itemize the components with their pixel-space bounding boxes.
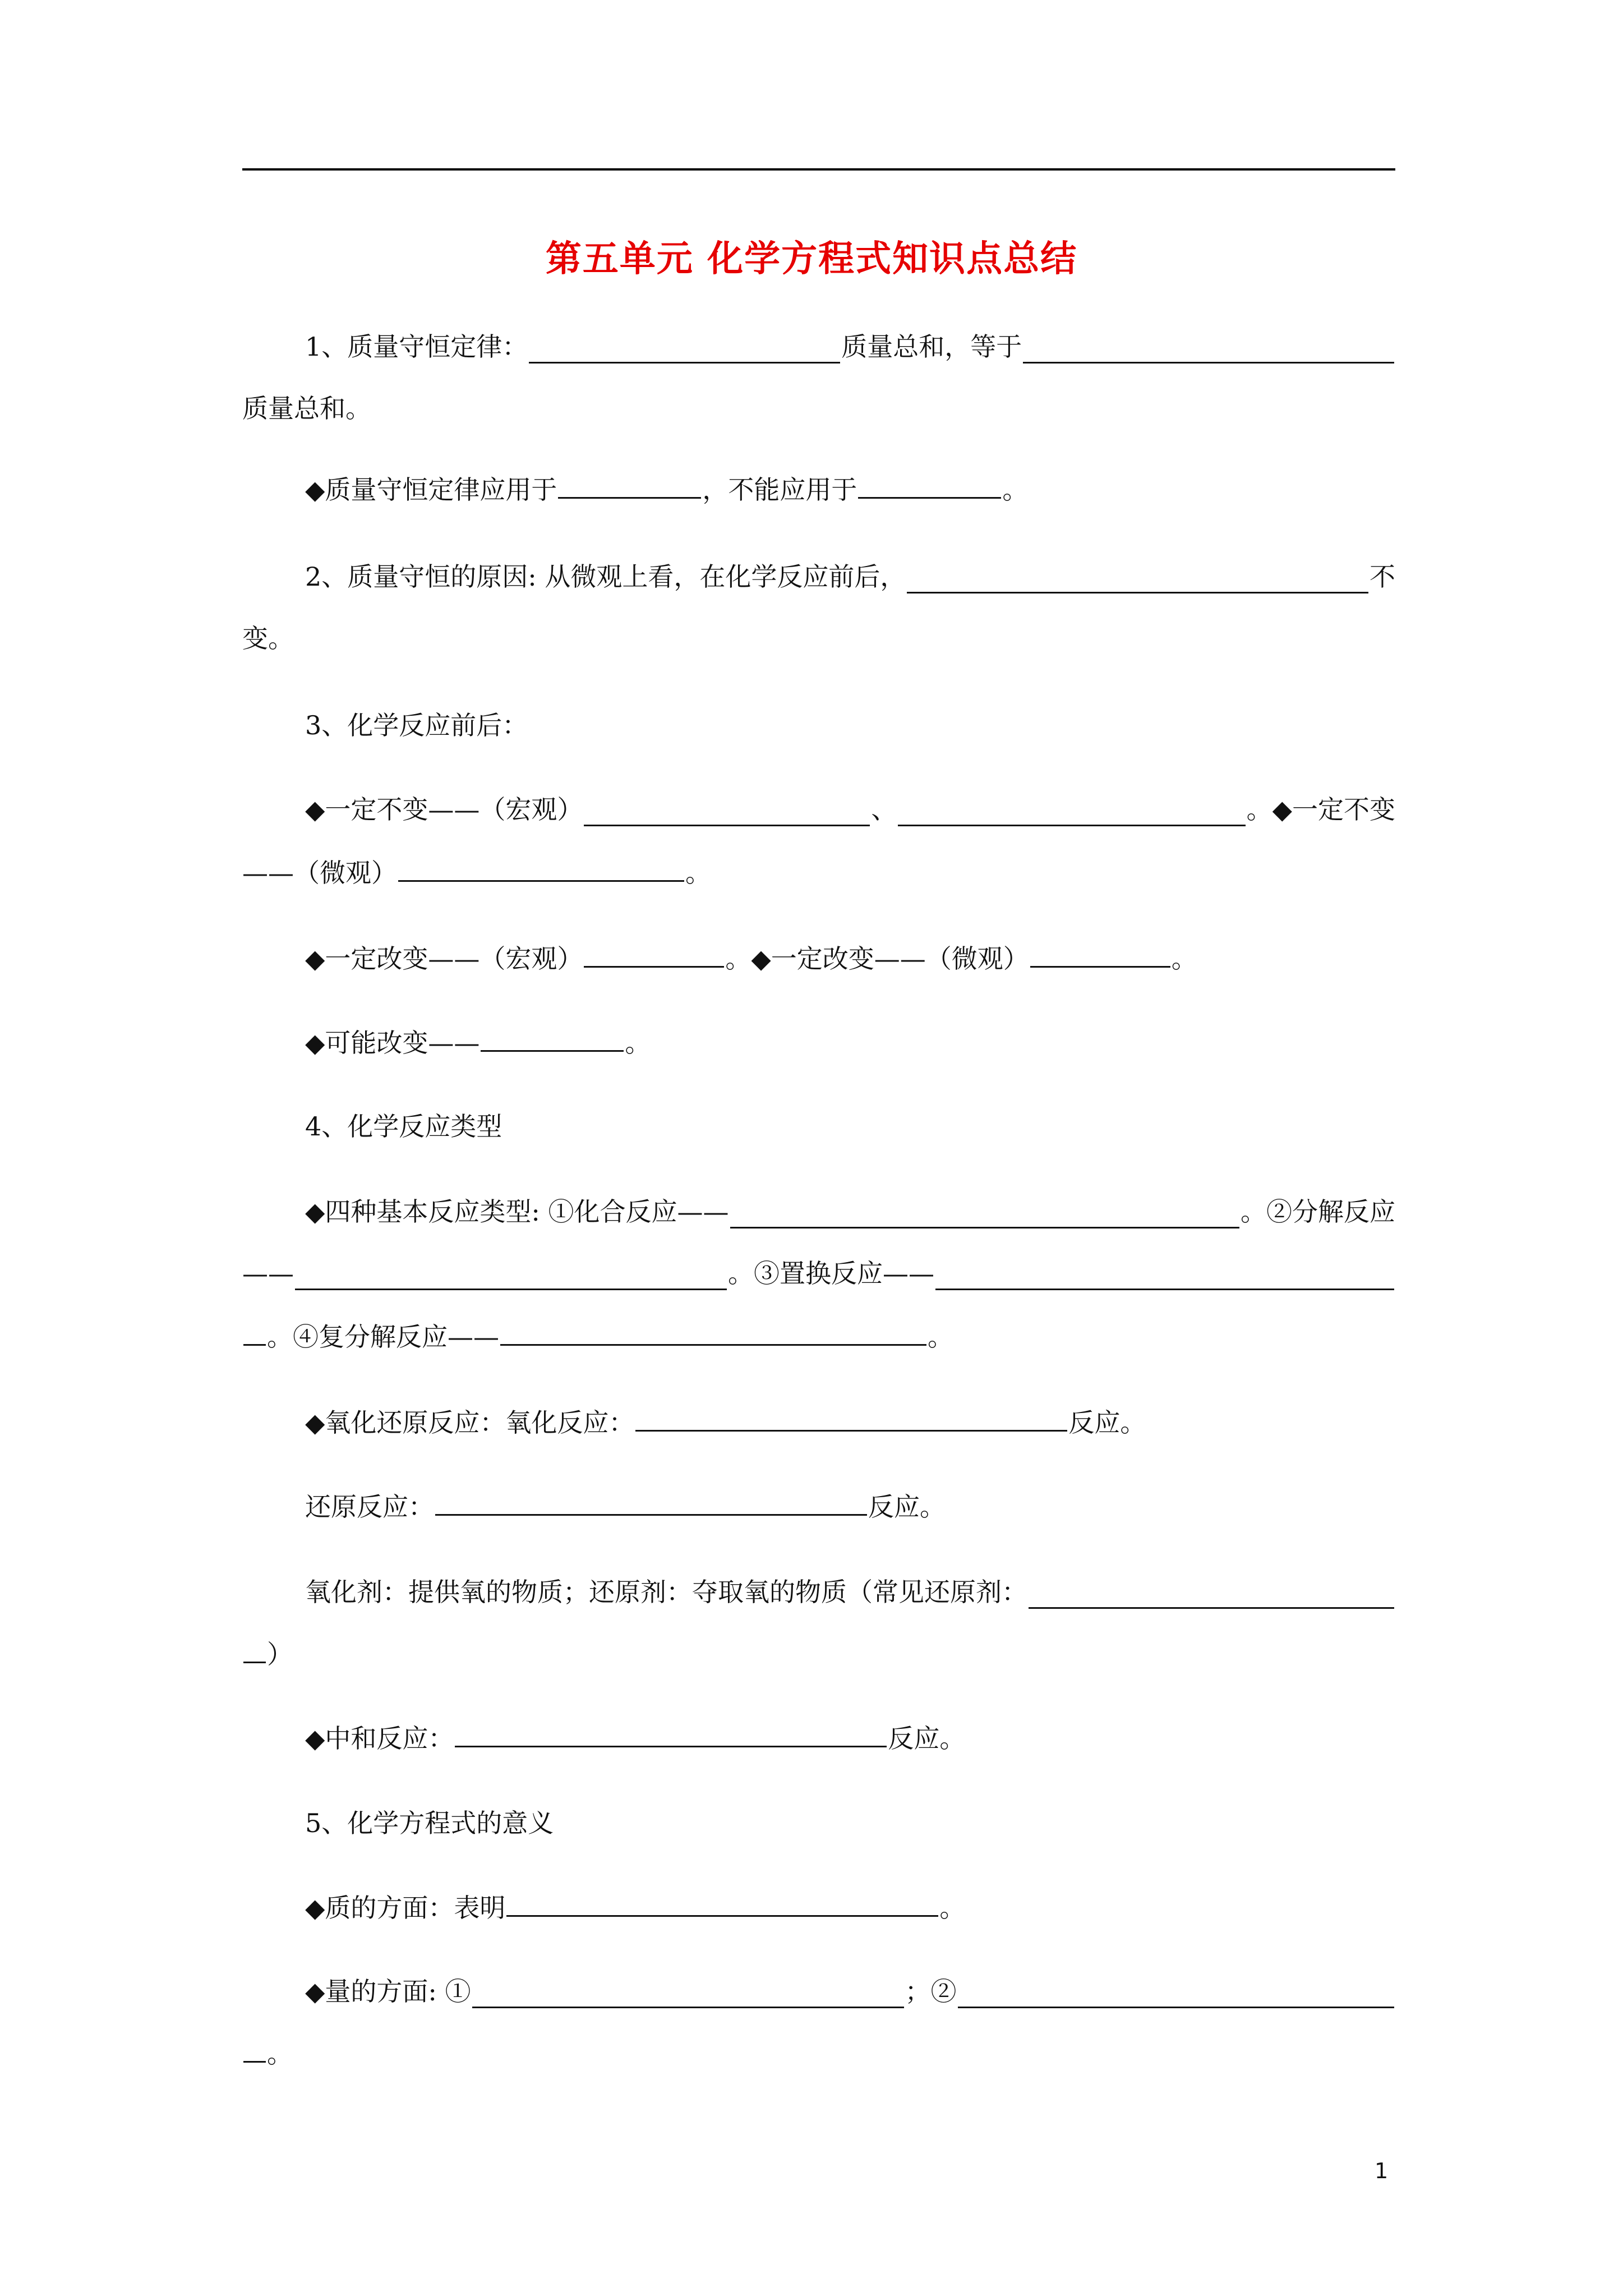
p7-text-a: ◆可能改变—— bbox=[305, 1028, 480, 1058]
blank-field[interactable] bbox=[584, 800, 870, 826]
blank-field[interactable] bbox=[529, 337, 840, 364]
p10-text-a: ◆氧化还原反应：氧化反应： bbox=[305, 1407, 635, 1438]
blank-field[interactable] bbox=[1029, 1582, 1394, 1609]
blank-field[interactable] bbox=[635, 1405, 1067, 1432]
blank-field[interactable] bbox=[435, 1489, 867, 1516]
p13-text-a: ◆中和反应： bbox=[305, 1723, 454, 1754]
p6-text-c: 。 bbox=[1171, 944, 1197, 974]
paragraph-12-line-1 bbox=[242, 1575, 1395, 1609]
paragraph-9-line-1 bbox=[242, 1195, 1395, 1228]
blank-field[interactable] bbox=[858, 472, 1001, 499]
blank-field[interactable] bbox=[907, 567, 1368, 593]
paragraph-2 bbox=[242, 472, 1395, 507]
blank-field[interactable] bbox=[243, 1319, 266, 1346]
p5-text-d: ——（微观） bbox=[242, 858, 397, 888]
blank-field[interactable] bbox=[1023, 337, 1394, 364]
p9-text-c: —— bbox=[242, 1258, 294, 1289]
p2-text-c: 。 bbox=[1002, 475, 1029, 505]
paragraph-7 bbox=[242, 1025, 1395, 1060]
blank-field[interactable] bbox=[506, 1890, 938, 1917]
p6-text-b: 。◆一定改变——（微观） bbox=[725, 944, 1029, 974]
paragraph-1-line-1 bbox=[242, 330, 1395, 364]
blank-field[interactable] bbox=[558, 472, 701, 499]
paragraph-8: 4、化学反应类型 bbox=[305, 1111, 502, 1142]
blank-field[interactable] bbox=[1030, 941, 1170, 968]
p9-text-b: 。②分解反应 bbox=[1241, 1197, 1395, 1227]
p5-text-e: 。 bbox=[685, 858, 711, 888]
paragraph-14: 5、化学方程式的意义 bbox=[305, 1808, 554, 1838]
p9-text-d: 。③置换反应—— bbox=[728, 1258, 934, 1289]
p11-text-b: 反应。 bbox=[868, 1492, 946, 1522]
paragraph-9-line-2 bbox=[242, 1257, 1395, 1290]
paragraph-15 bbox=[242, 1890, 1395, 1925]
blank-field[interactable] bbox=[481, 1025, 624, 1052]
p15-text-b: 。 bbox=[939, 1893, 966, 1923]
paragraph-3-line-1 bbox=[242, 560, 1395, 593]
blank-field[interactable] bbox=[398, 855, 684, 882]
p5-text-b: 、 bbox=[871, 794, 897, 825]
p2-text-a: ◆质量守恒定律应用于 bbox=[305, 475, 557, 505]
paragraph-9-line-3 bbox=[242, 1319, 1395, 1354]
p12-text-b: ） bbox=[267, 1639, 293, 1669]
p16-text-a: ◆量的方面: ① bbox=[305, 1976, 471, 2007]
paragraph-16-line-1 bbox=[242, 1975, 1395, 2008]
blank-field[interactable] bbox=[935, 1264, 1394, 1290]
paragraph-11 bbox=[242, 1489, 1395, 1524]
paragraph-13 bbox=[242, 1721, 1395, 1755]
page-number: 1 bbox=[1375, 2159, 1389, 2183]
p9-text-f: 。 bbox=[928, 1322, 953, 1352]
p2-text-b: ，不能应用于 bbox=[702, 475, 857, 505]
p11-text-a: 还原反应： bbox=[305, 1492, 434, 1522]
p13-text-b: 反应。 bbox=[888, 1723, 966, 1754]
paragraph-5-line-2 bbox=[242, 855, 1395, 890]
p16-text-c: 。 bbox=[267, 2039, 293, 2069]
p3-text-a: 2、质量守恒的原因: 从微观上看，在化学反应前后， bbox=[305, 562, 906, 592]
p1-text-a: 1、质量守恒定律： bbox=[305, 332, 528, 362]
p6-text-a: ◆一定改变——（宏观） bbox=[305, 944, 583, 974]
page-title: 第五单元 化学方程式知识点总结 bbox=[545, 238, 1078, 280]
p9-text-e: 。④复分解反应—— bbox=[267, 1322, 499, 1352]
p3-text-c: 变。 bbox=[242, 623, 294, 654]
p12-text-a: 氧化剂：提供氧的物质；还原剂：夺取氧的物质（常见还原剂： bbox=[305, 1577, 1027, 1607]
blank-field[interactable] bbox=[898, 800, 1245, 826]
blank-field[interactable] bbox=[730, 1202, 1240, 1228]
p3-text-b: 不 bbox=[1370, 562, 1395, 592]
paragraph-3-line-2 bbox=[242, 622, 1395, 655]
blank-field[interactable] bbox=[958, 1982, 1395, 2008]
paragraph-5-line-1 bbox=[242, 793, 1395, 826]
paragraph-1-line-2 bbox=[242, 392, 1395, 425]
blank-field[interactable] bbox=[584, 941, 724, 968]
p16-text-b: ；② bbox=[905, 1976, 957, 2007]
p5-text-c: 。◆一定不变 bbox=[1246, 794, 1395, 825]
p9-text-a: ◆四种基本反应类型: ①化合反应—— bbox=[305, 1197, 729, 1227]
blank-field[interactable] bbox=[500, 1319, 926, 1346]
p10-text-b: 反应。 bbox=[1068, 1407, 1146, 1438]
blank-field[interactable] bbox=[472, 1982, 904, 2008]
p15-text-a: ◆质的方面：表明 bbox=[305, 1893, 506, 1923]
p1-text-b: 质量总和，等于 bbox=[841, 332, 1022, 362]
header-rule bbox=[242, 168, 1395, 171]
p1-text-c: 质量总和。 bbox=[242, 393, 371, 424]
blank-field[interactable] bbox=[243, 1637, 266, 1663]
blank-field[interactable] bbox=[243, 2036, 266, 2063]
blank-field[interactable] bbox=[455, 1721, 887, 1747]
p5-text-a: ◆一定不变——（宏观） bbox=[305, 794, 583, 825]
paragraph-12-line-2 bbox=[242, 1637, 1395, 1671]
blank-field[interactable] bbox=[295, 1264, 727, 1290]
paragraph-10 bbox=[242, 1405, 1395, 1439]
p7-text-b: 。 bbox=[625, 1028, 651, 1058]
paragraph-4: 3、化学反应前后： bbox=[305, 710, 528, 740]
paragraph-16-line-2 bbox=[242, 2036, 1395, 2070]
paragraph-6 bbox=[242, 941, 1395, 976]
